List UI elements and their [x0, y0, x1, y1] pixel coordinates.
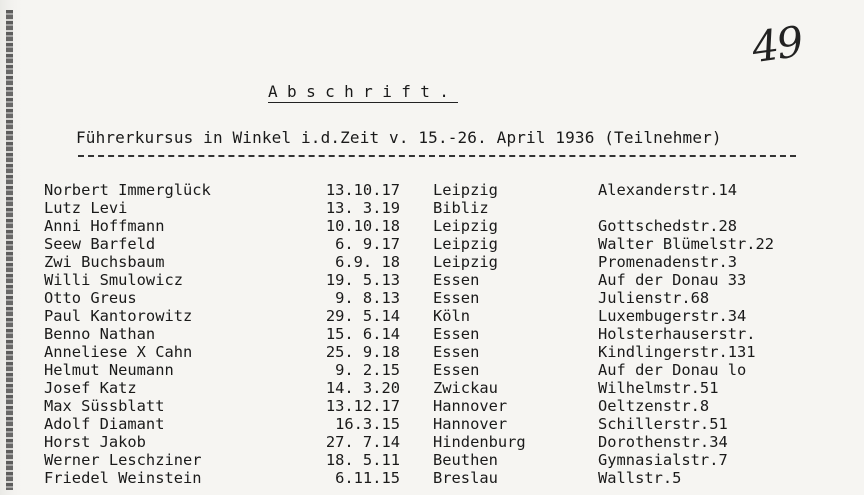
- participant-city: Beuthen: [433, 451, 498, 469]
- participant-address: Holsterhauserstr.: [598, 325, 756, 343]
- participant-address: Gymnasialstr.7: [598, 451, 728, 469]
- participant-name: Willi Smulowicz: [44, 271, 183, 289]
- participant-birthdate: 13.10.17: [325, 181, 400, 199]
- participant-name: Max Süssblatt: [44, 397, 165, 415]
- participant-name: Lutz Levi: [44, 199, 128, 217]
- participant-city: Hannover: [433, 415, 508, 433]
- participant-city: Köln: [433, 307, 471, 325]
- participant-name: Anneliese X Cahn: [44, 343, 193, 361]
- participant-address: Luxembugerstr.34: [598, 307, 747, 325]
- participant-city: Leipzig: [433, 181, 498, 199]
- participant-birthdate: 9. 2.15: [335, 361, 400, 379]
- participant-birthdate: 9. 8.13: [335, 289, 400, 307]
- participant-city: Breslau: [433, 469, 498, 487]
- participant-city: Zwickau: [433, 379, 498, 397]
- document-heading: Abschrift.: [268, 82, 459, 101]
- participant-row: [0, 343, 864, 361]
- participant-address: Walter Blümelstr.22: [598, 235, 775, 253]
- participant-name: Werner Leschziner: [44, 451, 202, 469]
- participant-row: [0, 325, 864, 343]
- participant-address: Dorothenstr.34: [598, 433, 728, 451]
- participant-list: [0, 181, 864, 487]
- participant-birthdate: 14. 3.20: [325, 379, 400, 397]
- participant-city: Essen: [433, 289, 480, 307]
- participant-address: Oeltzenstr.8: [598, 397, 710, 415]
- participant-name: Seew Barfeld: [44, 235, 156, 253]
- participant-row: [0, 469, 864, 487]
- participant-city: Hannover: [433, 397, 508, 415]
- participant-birthdate: 25. 9.18: [325, 343, 400, 361]
- participant-address: Schillerstr.51: [598, 415, 728, 433]
- participant-city: Essen: [433, 343, 480, 361]
- participant-row: [0, 253, 864, 271]
- participant-birthdate: 6.11.15: [335, 469, 400, 487]
- participant-name: Norbert Immerglück: [44, 181, 211, 199]
- participant-row: [0, 217, 864, 235]
- participant-birthdate: 19. 5.13: [325, 271, 400, 289]
- participant-address: Auf der Donau lo: [598, 361, 747, 379]
- participant-name: Horst Jakob: [44, 433, 146, 451]
- participant-name: Benno Nathan: [44, 325, 156, 343]
- participant-name: Otto Greus: [44, 289, 137, 307]
- participant-birthdate: 13. 3.19: [325, 199, 400, 217]
- participant-address: Kindlingerstr.131: [598, 343, 756, 361]
- participant-city: Leipzig: [433, 235, 498, 253]
- participant-city: Leipzig: [433, 217, 498, 235]
- participant-address: Auf der Donau 33: [598, 271, 747, 289]
- participant-row: [0, 181, 864, 199]
- participant-address: Promenadenstr.3: [598, 253, 737, 271]
- participant-name: Josef Katz: [44, 379, 137, 397]
- participant-name: Paul Kantorowitz: [44, 307, 193, 325]
- participant-address: Wilhelmstr.51: [598, 379, 719, 397]
- participant-city: Leipzig: [433, 253, 498, 271]
- participant-row: [0, 415, 864, 433]
- participant-row: [0, 289, 864, 307]
- participant-birthdate: 6. 9.17: [335, 235, 400, 253]
- participant-birthdate: 27. 7.14: [325, 433, 400, 451]
- participant-city: Essen: [433, 271, 480, 289]
- participant-birthdate: 6.9. 18: [335, 253, 400, 271]
- document-subheading: Führerkursus in Winkel i.d.Zeit v. 15.-26. April 1936 (Teilnehmer): [76, 128, 722, 147]
- page-number: 49: [748, 16, 805, 73]
- participant-birthdate: 13.12.17: [325, 397, 400, 415]
- participant-birthdate: 10.10.18: [325, 217, 400, 235]
- participant-birthdate: 18. 5.11: [325, 451, 400, 469]
- participant-row: [0, 271, 864, 289]
- participant-birthdate: 15. 6.14: [325, 325, 400, 343]
- participant-row: [0, 451, 864, 469]
- participant-name: Zwi Buchsbaum: [44, 253, 165, 271]
- participant-city: Bibliz: [433, 199, 489, 217]
- participant-row: [0, 199, 864, 217]
- participant-address: Wallstr.5: [598, 469, 682, 487]
- participant-address: Julienstr.68: [598, 289, 710, 307]
- participant-address: Gottschedstr.28: [598, 217, 737, 235]
- participant-name: Helmut Neumann: [44, 361, 174, 379]
- participant-name: Anni Hoffmann: [44, 217, 165, 235]
- participant-row: [0, 235, 864, 253]
- participant-city: Essen: [433, 361, 480, 379]
- dashed-rule: [78, 155, 796, 157]
- participant-birthdate: 16.3.15: [335, 415, 400, 433]
- participant-name: Adolf Diamant: [44, 415, 165, 433]
- participant-row: [0, 397, 864, 415]
- participant-row: [0, 361, 864, 379]
- participant-city: Essen: [433, 325, 480, 343]
- participant-row: [0, 433, 864, 451]
- participant-address: Alexanderstr.14: [598, 181, 737, 199]
- participant-row: [0, 307, 864, 325]
- participant-birthdate: 29. 5.14: [325, 307, 400, 325]
- participant-row: [0, 379, 864, 397]
- participant-name: Friedel Weinstein: [44, 469, 202, 487]
- participant-city: Hindenburg: [433, 433, 526, 451]
